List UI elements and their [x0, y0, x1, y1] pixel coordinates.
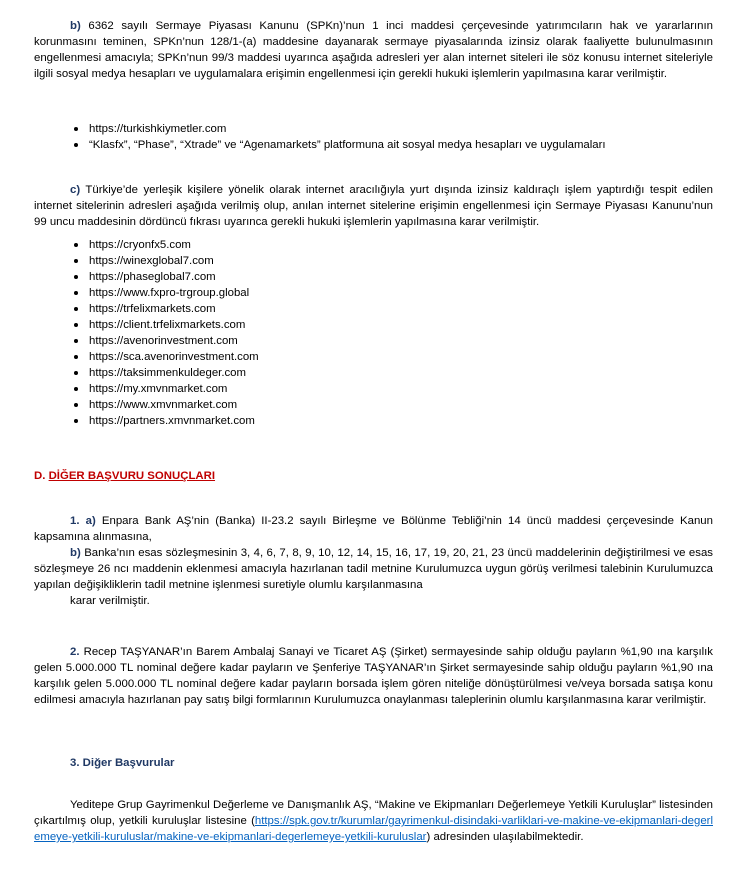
- list-item: “Klasfx”, “Phase”, “Xtrade” ve “Agenamarkets” platformuna ait sosyal medya hesapları ve uygulamaları: [34, 137, 713, 153]
- item-1-number: 1.: [70, 515, 80, 527]
- list-item: https://sca.avenorinvestment.com: [34, 349, 713, 365]
- list-item: https://trfelixmarkets.com: [34, 301, 713, 317]
- item-3-number: 3.: [70, 757, 80, 769]
- section-c-label: c): [70, 184, 81, 196]
- list-item: https://my.xmvnmarket.com: [34, 381, 713, 397]
- section-b-label: b): [70, 20, 81, 32]
- section-d-heading: [34, 468, 713, 484]
- item-3-heading: [34, 755, 713, 771]
- list-item: https://taksimmenkuldeger.com: [34, 365, 713, 381]
- item-2-number: 2.: [70, 646, 80, 658]
- item-3-paragraph: [34, 797, 713, 845]
- list-item: https://client.trfelixmarkets.com: [34, 317, 713, 333]
- section-c: [34, 182, 713, 230]
- item-1: [34, 513, 713, 609]
- item-2-text: Recep TAŞYANAR’ın Barem Ambalaj Sanayi ve Ticaret AŞ (Şirket) sermayesinde sahip olduğu payların %1,90 ına karşılık gelen 5.000.000 TL nominal değere kadar payların ve Şenferiye TAŞYANAR’ın Şirket sermayesinde sahip olduğu payların %1,90 ına karşılık gelen 5.000.000 TL nominal değere kadar payların borsada işlem gören niteliğe dönüştürülmesi ve/veya borsada satışa konu edilmesi amacıyla hazırlanan pay satış bilgi formlarının Kurulumuzca onaylanması taleplerinin olumlu karşılanmasına karar verilmiştir.: [34, 646, 713, 706]
- item-1b-paragraph: [34, 545, 713, 593]
- list-item: https://partners.xmvnmarket.com: [34, 413, 713, 429]
- item-3-body: [34, 797, 713, 845]
- section-c-list: [34, 237, 713, 429]
- item-2-paragraph: [34, 644, 713, 708]
- list-item: https://phaseglobal7.com: [34, 269, 713, 285]
- list-item: https://winexglobal7.com: [34, 253, 713, 269]
- item-2: [34, 644, 713, 708]
- list-item: https://www.fxpro-trgroup.global: [34, 285, 713, 301]
- spk-list-link[interactable]: https://spk.gov.tr/kurumlar/gayrimenkul-disindaki-varliklari-ve-makine-ve-ekipmanlari-degerlemeye-yetkili-kuruluslar/makine-ve-ekipmanlari-degerlemeye-yetkili-kuruluslar: [34, 815, 713, 843]
- item-1a-text: Enpara Bank AŞ’nin (Banka) II-23.2 sayılı Birleşme ve Bölünme Tebliği’nin 14 üncü maddesi çerçevesinde Kanun kapsamına alınmasına,: [34, 515, 713, 543]
- list-item: https://avenorinvestment.com: [34, 333, 713, 349]
- section-c-paragraph: [34, 182, 713, 230]
- item-3-text-after: ) adresinden ulaşılabilmektedir.: [426, 831, 584, 843]
- item-1b-text: Banka’nın esas sözleşmesinin 3, 4, 6, 7, 8, 9, 10, 12, 14, 15, 16, 17, 19, 20, 21, 23 üncü maddelerinin değiştirilmesi ve esas sözleşmeye 26 ncı maddenin eklenmesi amacıyla hazırlanan tadil metnine Kurulumuzca uygun görüş verilmesi talebinin Kurulumuzca yapılan değişikliklerin tadil metnine işlenmesi suretiyle olumlu karşılanmasına: [34, 547, 713, 591]
- item-1-tail: karar verilmiştir.: [70, 595, 150, 607]
- section-c-text: Türkiye’de yerleşik kişilere yönelik olarak internet aracılığıyla yurt dışında izinsiz kaldıraçlı işlem yaptırdığı tespit edilen internet sitelerinin adresleri aşağıda verilmiş olup, anılan internet sitelerine erişimin engellenmesi için Sermaye Piyasası Kanunu’nun 99 uncu maddesinin dördüncü fıkrası uyarınca gerekli hukuki işlemlerin yapılmasına karar verilmiştir.: [34, 184, 713, 228]
- section-b-list: [34, 121, 713, 153]
- section-d-title: DİĞER BAŞVURU SONUÇLARI: [48, 470, 216, 482]
- section-b: [34, 18, 713, 82]
- list-item: https://cryonfx5.com: [34, 237, 713, 253]
- item-3-title: Diğer Başvurular: [82, 757, 175, 769]
- item-1a-paragraph: [34, 513, 713, 545]
- item-1b-label: b): [70, 547, 81, 559]
- section-b-text: 6362 sayılı Sermaye Piyasası Kanunu (SPKn)’nun 1 inci maddesi çerçevesinde yatırımcıların hak ve yararlarının korunmasını teminen, SPKn’nun 128/1-(a) maddesine dayanarak sermaye piyasalarında izinsiz olarak faaliyette bulunulmasının engellenmesi amacıyla; SPKn’nun 99/3 maddesi uyarınca aşağıda adresleri yer alan internet siteleri ile söz konusu internet siteleriyle ilgili sosyal medya hesapları ve uygulamalara erişimin engellenmesi için gerekli hukuki işlemlerin yapılmasına karar verilmiştir.: [34, 20, 713, 80]
- item-1a-label: a): [85, 515, 96, 527]
- section-d-prefix: D.: [34, 470, 46, 482]
- list-item: https://www.xmvnmarket.com: [34, 397, 713, 413]
- list-item: https://turkishkiymetler.com: [34, 121, 713, 137]
- section-b-paragraph: [34, 18, 713, 82]
- item-3-text-before: Yeditepe Grup Gayrimenkul Değerleme ve Danışmanlık AŞ, “Makine ve Ekipmanları Değerlemeye Yetkili Kuruluşlar” listesinden çıkartılmış olup, yetkili kuruluşlar listesine (: [34, 799, 713, 827]
